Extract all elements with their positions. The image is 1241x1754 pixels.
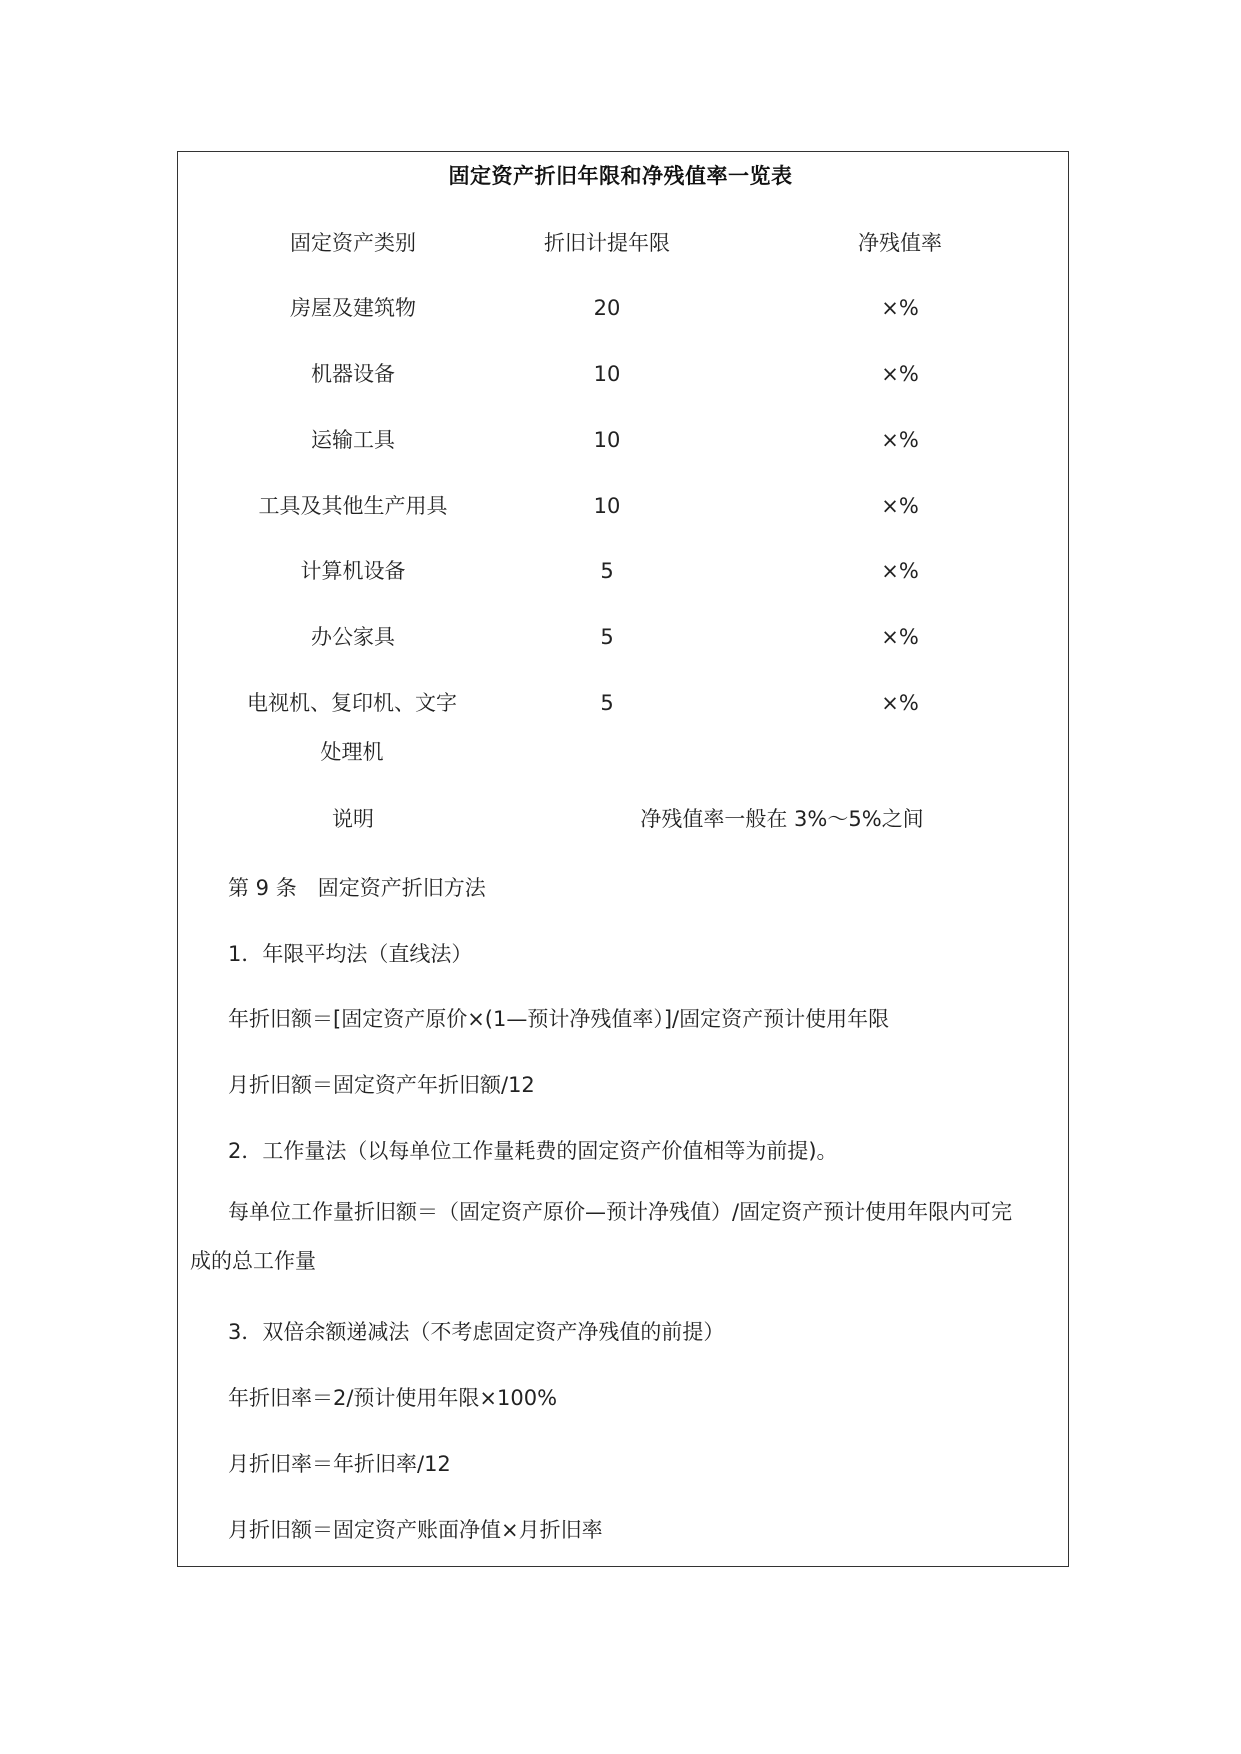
row-category: 机器设备 <box>311 362 395 386</box>
table-row <box>177 679 1069 764</box>
row-years: 20 <box>593 296 621 320</box>
row-rate: ×% <box>881 428 919 452</box>
paragraph: 月折旧额＝固定资产账面净值×月折旧率 <box>228 1518 603 1542</box>
table-row <box>177 482 1069 522</box>
table-row <box>177 547 1069 587</box>
note-label: 说明 <box>332 807 374 831</box>
paragraph: 年折旧额＝[固定资产原价×(1—预计净残值率）]/固定资产预计使用年限 <box>228 1007 890 1031</box>
row-rate: ×% <box>881 625 919 649</box>
header-rate: 净残值率 <box>858 231 942 255</box>
row-category: 工具及其他生产用具 <box>258 494 448 518</box>
table-row <box>177 613 1069 653</box>
paragraph: 每单位工作量折旧额＝（固定资产原价—预计净残值）/固定资产预计使用年限内可完成的总工作量 <box>190 1200 1013 1273</box>
table-title: 固定资产折旧年限和净残值率一览表 <box>448 164 793 188</box>
row-rate: ×% <box>881 494 919 518</box>
header-years: 折旧计提年限 <box>544 231 670 255</box>
row-years: 5 <box>600 625 614 649</box>
table-header-row <box>177 219 1069 259</box>
row-category: 办公家具 <box>311 625 395 649</box>
paragraph: 2．工作量法（以每单位工作量耗费的固定资产价值相等为前提)。 <box>228 1139 838 1163</box>
row-category: 电视机、复印机、文字处理机 <box>247 691 457 764</box>
row-category: 运输工具 <box>311 428 395 452</box>
row-years: 10 <box>593 494 621 518</box>
row-category: 计算机设备 <box>300 559 406 583</box>
paragraph: 月折旧率＝年折旧率/12 <box>228 1452 451 1476</box>
table-note-row <box>177 806 1069 846</box>
row-rate: ×% <box>881 691 919 715</box>
paragraph: 年折旧率＝2/预计使用年限×100% <box>228 1386 558 1410</box>
paragraph: 3．双倍余额递减法（不考虑固定资产净残值的前提） <box>228 1320 725 1344</box>
row-rate: ×% <box>881 559 919 583</box>
note-value: 净残值率一般在 3%～5%之间 <box>640 807 924 831</box>
row-years: 5 <box>600 691 614 715</box>
table-row <box>177 284 1069 324</box>
table-row <box>177 416 1069 456</box>
row-rate: ×% <box>881 296 919 320</box>
row-rate: ×% <box>881 362 919 386</box>
row-years: 10 <box>593 428 621 452</box>
row-years: 5 <box>600 559 614 583</box>
article-heading: 第 9 条 固定资产折旧方法 <box>228 876 486 900</box>
row-years: 10 <box>593 362 621 386</box>
row-category: 房屋及建筑物 <box>290 296 416 320</box>
paragraph: 月折旧额＝固定资产年折旧额/12 <box>228 1073 535 1097</box>
table-row <box>177 350 1069 390</box>
header-category: 固定资产类别 <box>290 231 416 255</box>
paragraph: 1．年限平均法（直线法） <box>228 942 473 966</box>
